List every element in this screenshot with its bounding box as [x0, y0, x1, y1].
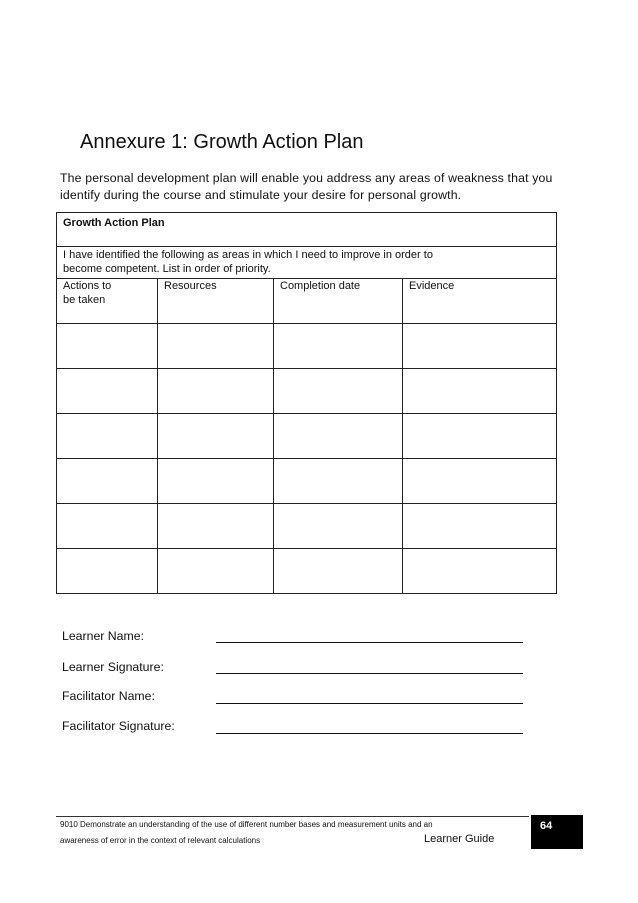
evidence-cell[interactable] — [403, 459, 557, 504]
resources-cell[interactable] — [158, 414, 274, 459]
evidence-cell[interactable] — [403, 549, 557, 594]
table-row — [57, 369, 557, 414]
intro-paragraph — [60, 170, 570, 204]
table-instruction — [57, 247, 557, 279]
growth-action-plan-table — [56, 212, 557, 594]
page-heading: Annexure 1: Growth Action Plan — [80, 131, 364, 153]
table-row — [57, 459, 557, 504]
footer-unit-line-2: awareness of error in the context of relevant calculations — [60, 836, 261, 845]
facilitator-name-label: Facilitator Name: — [62, 689, 155, 703]
table-row — [57, 504, 557, 549]
actions-cell[interactable] — [57, 414, 158, 459]
resources-cell[interactable] — [158, 459, 274, 504]
column-header-actions — [57, 279, 158, 324]
learner-signature-line[interactable] — [216, 673, 523, 674]
completion-date-cell[interactable] — [274, 504, 403, 549]
intro-line-2: identify during the course and stimulate your desire for personal growth. — [60, 188, 462, 202]
completion-date-cell[interactable] — [274, 459, 403, 504]
evidence-cell[interactable] — [403, 504, 557, 549]
actions-cell[interactable] — [57, 549, 158, 594]
evidence-cell[interactable] — [403, 369, 557, 414]
instruction-line-1: I have identified the following as areas in which I need to improve in order to — [63, 249, 433, 261]
column-header-resources — [158, 279, 274, 324]
column-header-evidence — [403, 279, 557, 324]
actions-cell[interactable] — [57, 369, 158, 414]
column-header-row — [57, 279, 557, 324]
facilitator-name-line[interactable] — [216, 703, 523, 704]
column-header-completion-date — [274, 279, 403, 324]
evidence-cell[interactable] — [403, 414, 557, 459]
column-header-completion-label: Completion date — [280, 280, 361, 292]
learner-name-line[interactable] — [216, 642, 523, 643]
table-row — [57, 414, 557, 459]
table-row — [57, 324, 557, 369]
resources-cell[interactable] — [158, 504, 274, 549]
instruction-line-2: become competent. List in order of priority. — [63, 263, 271, 275]
facilitator-signature-label: Facilitator Signature: — [62, 719, 175, 733]
actions-cell[interactable] — [57, 504, 158, 549]
footer-unit-line-1: 9010 Demonstrate an understanding of the use of different number bases and measurement units and an — [60, 820, 433, 829]
resources-cell[interactable] — [158, 324, 274, 369]
footer-guide-label: Learner Guide — [424, 833, 495, 845]
column-header-actions-line-2: be taken — [63, 294, 106, 306]
actions-cell[interactable] — [57, 459, 158, 504]
resources-cell[interactable] — [158, 549, 274, 594]
actions-cell[interactable] — [57, 324, 158, 369]
completion-date-cell[interactable] — [274, 369, 403, 414]
facilitator-signature-line[interactable] — [216, 733, 523, 734]
table-row — [57, 549, 557, 594]
table-title: Growth Action Plan — [57, 213, 557, 247]
completion-date-cell[interactable] — [274, 549, 403, 594]
completion-date-cell[interactable] — [274, 324, 403, 369]
column-header-evidence-label: Evidence — [409, 280, 455, 292]
footer-divider — [56, 816, 529, 817]
column-header-actions-line-1: Actions to — [63, 280, 112, 292]
learner-name-label: Learner Name: — [62, 629, 145, 643]
intro-line-1: The personal development plan will enable you address any areas of weakness that you — [60, 171, 553, 185]
learner-signature-label: Learner Signature: — [62, 660, 164, 674]
page-number: 64 — [540, 820, 553, 832]
page-number-badge — [531, 815, 583, 849]
resources-cell[interactable] — [158, 369, 274, 414]
evidence-cell[interactable] — [403, 324, 557, 369]
column-header-resources-label: Resources — [164, 280, 217, 292]
completion-date-cell[interactable] — [274, 414, 403, 459]
